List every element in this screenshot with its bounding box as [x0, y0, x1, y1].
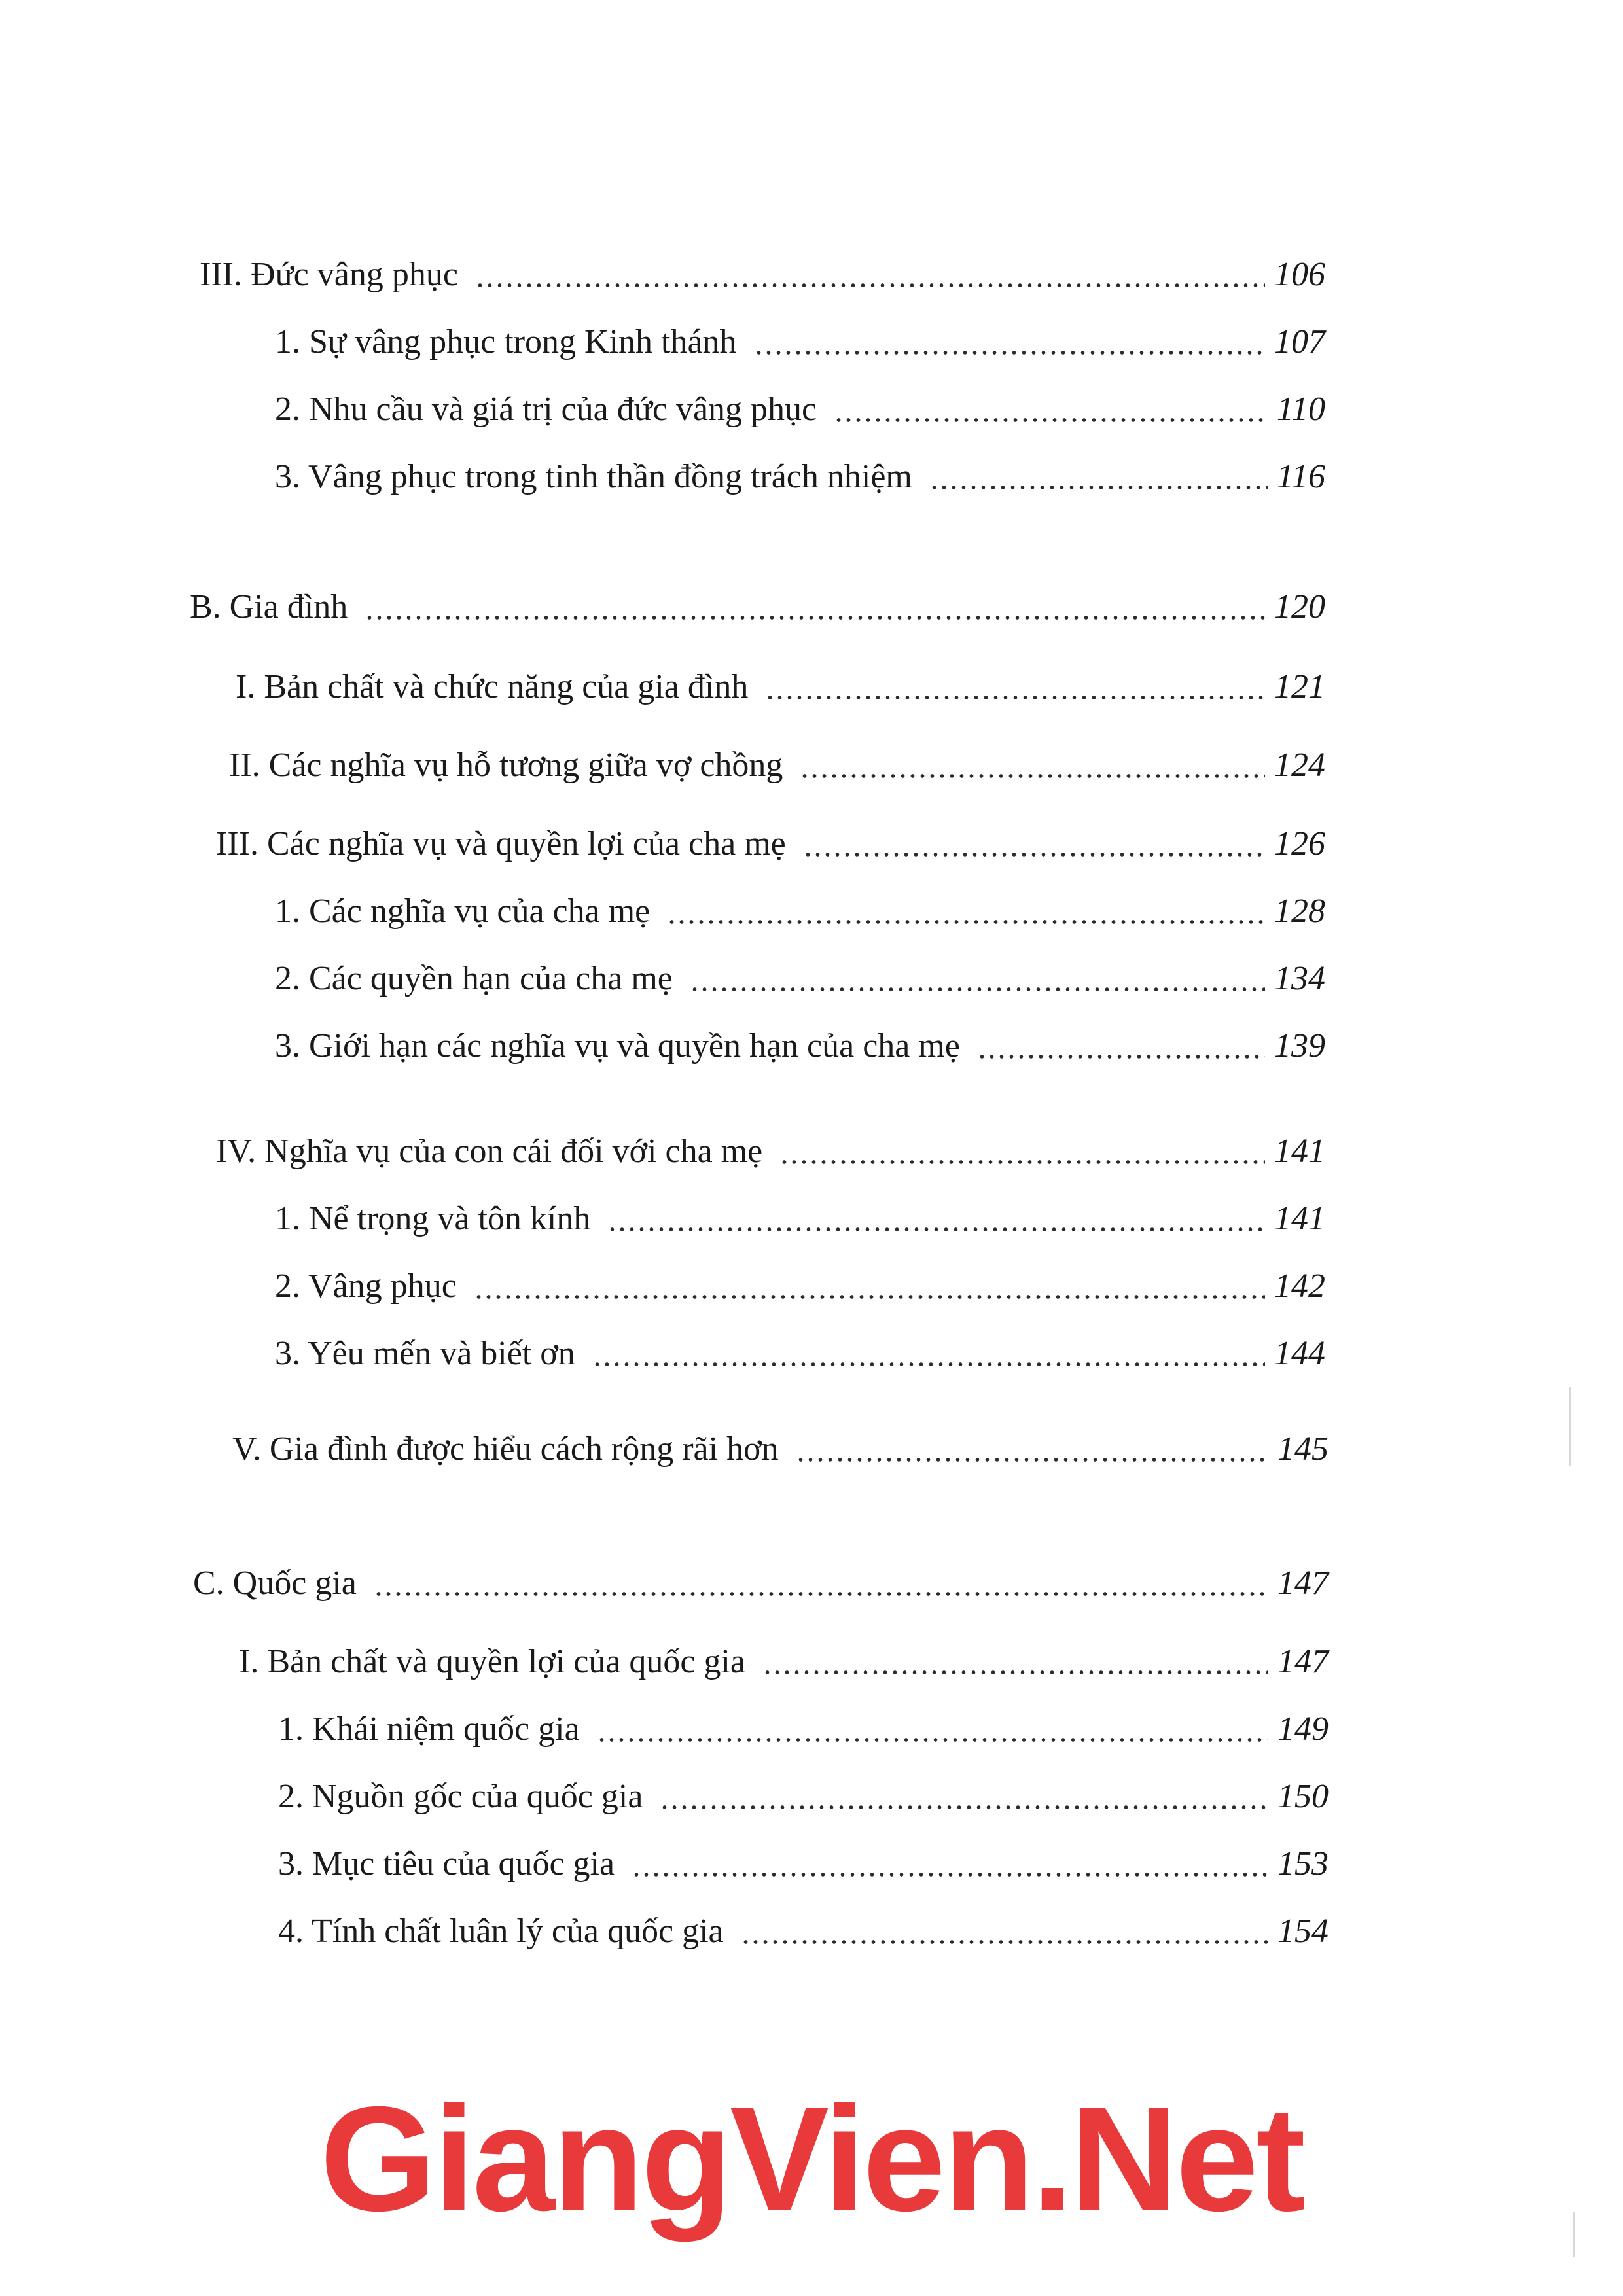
toc-leader-dots: [977, 1053, 1265, 1060]
toc-entry-page: 150: [1277, 1778, 1329, 1815]
toc-leader-dots: [765, 694, 1265, 701]
toc-entry-page: 134: [1274, 960, 1325, 997]
toc-leader-dots: [796, 1457, 1268, 1463]
toc-entry-title: I. Bản chất và quyền lợi của quốc gia: [239, 1643, 746, 1680]
toc-entry-page: 141: [1274, 1200, 1325, 1237]
toc-leader-dots: [592, 1361, 1265, 1368]
toc-entry-page: 147: [1277, 1643, 1329, 1680]
toc-entry-title: 1. Sự vâng phục trong Kinh thánh: [275, 323, 737, 361]
toc-entry: [216, 821, 1325, 867]
toc-entry: [278, 1841, 1329, 1887]
toc-entry: [200, 252, 1325, 298]
toc-entry-title: C. Quốc gia: [193, 1564, 357, 1602]
toc-entry-title: B. Gia đình: [190, 588, 348, 626]
toc-entry-title: 3. Giới hạn các nghĩa vụ và quyền hạn của cha mẹ: [275, 1027, 960, 1065]
toc-entry-title: 3. Vâng phục trong tinh thần đồng trách nhiệm: [275, 458, 912, 495]
toc-entry-title: V. Gia đình được hiểu cách rộng rãi hơn: [232, 1430, 779, 1468]
toc-entry-page: 128: [1274, 892, 1325, 930]
toc-entry: [275, 1263, 1325, 1309]
toc-entry: [239, 1639, 1329, 1685]
toc-leader-dots: [374, 1591, 1268, 1597]
toc-entry: [275, 956, 1325, 1002]
toc-leader-dots: [779, 1159, 1265, 1165]
toc-entry-title: 2. Nhu cầu và giá trị của đức vâng phục: [275, 391, 817, 428]
toc-leader-dots: [690, 986, 1265, 993]
toc-entry: [216, 1129, 1325, 1174]
toc-entry-page: 145: [1277, 1430, 1329, 1468]
toc-leader-dots: [474, 1294, 1265, 1300]
toc-entry-title: 1. Nể trọng và tôn kính: [275, 1200, 591, 1237]
toc-entry: [275, 387, 1325, 433]
toc-entry-page: 120: [1274, 588, 1325, 626]
toc-entry-title: 4. Tính chất luân lý của quốc gia: [278, 1913, 724, 1950]
toc-entry: [229, 743, 1325, 788]
toc-entry: [275, 319, 1325, 365]
toc-entry-title: 3. Yêu mến và biết ơn: [275, 1335, 575, 1372]
toc-entry-page: 116: [1276, 458, 1325, 495]
toc-entry-page: 149: [1277, 1710, 1329, 1748]
toc-entry-page: 106: [1274, 256, 1325, 293]
toc-leader-dots: [607, 1226, 1265, 1233]
toc-entry: [275, 1331, 1325, 1377]
toc-entry-title: 3. Mục tiêu của quốc gia: [278, 1845, 615, 1882]
scan-artifact: [1573, 2212, 1575, 2257]
toc-entry: [193, 1561, 1329, 1606]
toc-entry-page: 147: [1277, 1564, 1329, 1602]
toc-entry-page: 153: [1277, 1845, 1329, 1882]
toc-entry: [275, 889, 1325, 934]
toc-entry-page: 126: [1274, 825, 1325, 862]
toc-leader-dots: [803, 851, 1265, 858]
toc-entry-page: 121: [1274, 668, 1325, 705]
toc-entry-title: 1. Các nghĩa vụ của cha mẹ: [275, 892, 651, 930]
toc-entry-page: 107: [1274, 323, 1325, 361]
toc-entry-title: III. Đức vâng phục: [200, 256, 458, 293]
toc-entry-page: 154: [1277, 1913, 1329, 1950]
toc-leader-dots: [834, 417, 1268, 423]
toc-entry: [278, 1909, 1329, 1954]
toc-entry-title: 2. Nguồn gốc của quốc gia: [278, 1778, 643, 1815]
toc-entry: [275, 1196, 1325, 1242]
toc-entry: [190, 584, 1325, 630]
toc-entry: [275, 454, 1325, 500]
toc-leader-dots: [365, 614, 1265, 621]
toc-leader-dots: [667, 919, 1265, 925]
toc-leader-dots: [754, 349, 1265, 356]
toc-entry-page: 110: [1276, 391, 1325, 428]
toc-entry-page: 124: [1274, 747, 1325, 784]
toc-entry: [278, 1774, 1329, 1820]
watermark-text: GiangVien.Net: [319, 2076, 1304, 2242]
toc-entry-title: III. Các nghĩa vụ và quyền lợi của cha mẹ: [216, 825, 786, 862]
toc-leader-dots: [597, 1737, 1268, 1743]
toc-leader-dots: [660, 1804, 1268, 1810]
toc-entry: [278, 1706, 1329, 1752]
toc-leader-dots: [762, 1669, 1268, 1676]
toc-entry-title: IV. Nghĩa vụ của con cái đối với cha mẹ: [216, 1133, 763, 1170]
toc-entry: [232, 1426, 1329, 1472]
toc-leader-dots: [475, 282, 1265, 289]
toc-leader-dots: [800, 773, 1265, 779]
toc-entry: [236, 664, 1325, 710]
toc-leader-dots: [929, 484, 1268, 491]
toc-entry-page: 141: [1274, 1133, 1325, 1170]
toc-entry-title: 2. Vâng phục: [275, 1267, 457, 1305]
toc-entry-title: 1. Khái niệm quốc gia: [278, 1710, 580, 1748]
toc-entry-page: 142: [1274, 1267, 1325, 1305]
toc-leader-dots: [741, 1939, 1268, 1945]
toc-entry-title: 2. Các quyền hạn của cha mẹ: [275, 960, 673, 997]
toc-entry-page: 139: [1274, 1027, 1325, 1065]
scan-artifact: [1569, 1387, 1571, 1466]
toc-leader-dots: [632, 1871, 1268, 1878]
toc-entry: [275, 1023, 1325, 1069]
toc-entry-page: 144: [1274, 1335, 1325, 1372]
toc-entry-title: I. Bản chất và chức năng của gia đình: [236, 668, 749, 705]
toc-entry-title: II. Các nghĩa vụ hỗ tương giữa vợ chồng: [229, 747, 783, 784]
